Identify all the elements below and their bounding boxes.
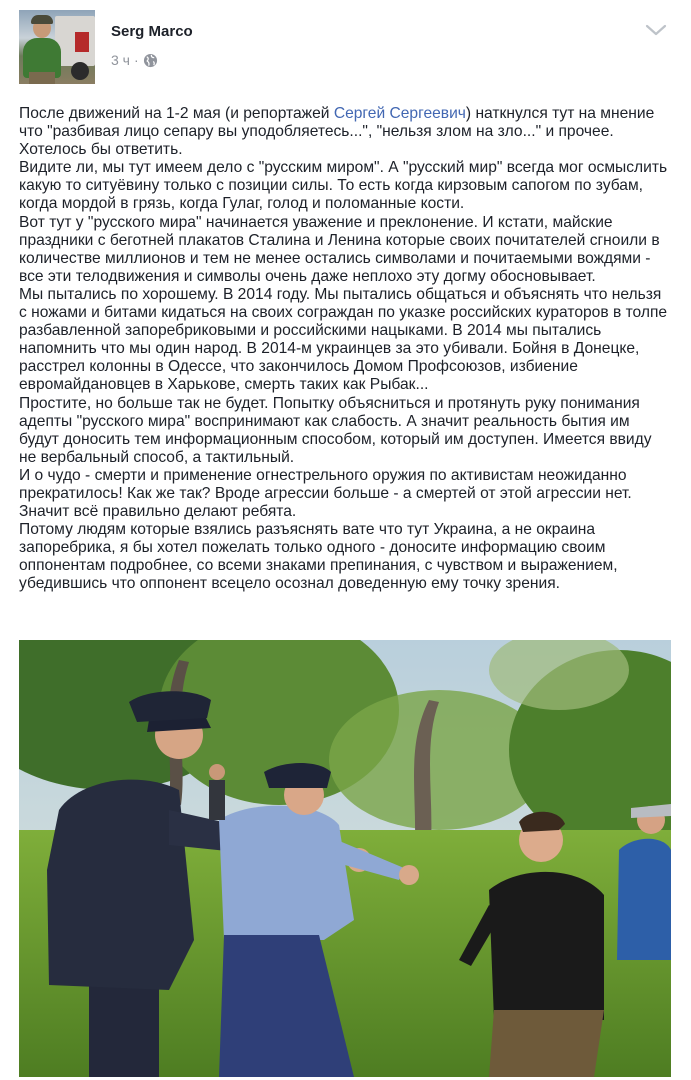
post-paragraph: Потому людям которые взялись разъяснять вате что тут Украина, а не окраина запоребрика, я бы хотел пожелать только одного - доносите информацию своим оппонентам подробнее, со всеми знаками препинания, с чувством и выражением, убедившись что оппонент всецело осознал доведенную ему точку зрения.: [19, 521, 618, 593]
post-time[interactable]: 3 ч: [111, 52, 130, 68]
post-paragraph: Видите ли, мы тут имеем дело с "русским миром". А "русский мир" всегда мог осмыслить какую то ситуёвину только с позиции силы. То есть когда кирзовым сапогом по зубам, когда мордой в грязь, когда Гулаг, голод и поломанные кости.: [19, 159, 668, 213]
post-header: [19, 10, 673, 85]
mention-link[interactable]: Сергей Сергеевич: [333, 105, 466, 122]
avatar[interactable]: [19, 10, 95, 84]
author-name[interactable]: Serg Marco: [111, 23, 193, 40]
post-paragraph: После движений на 1-2 мая (и репортажей Сергей Сергеевич) наткнулся тут на мнение что "разбивая лицо сепару вы уподобляетесь...", "нельзя злом на зло..." и прочее. Хотелось бы ответить.: [19, 105, 655, 159]
post-meta: [111, 52, 158, 68]
post-paragraph: Вот тут у "русского мира" начинается уважение и преклонение. И кстати, майские праздники с беготней плакатов Сталина и Ленина которые своих почитателей сгноили в количестве миллионов и тем не менее остались символами и почитаемыми вождями - все эти телодвижения и символы очень даже неплохо эту догму обосновывает.: [19, 213, 660, 285]
post-photo[interactable]: [19, 640, 671, 1077]
post-paragraph: Мы пытались по хорошему. В 2014 году. Мы пытались общаться и объяснять что нельзя с ножами и битами кидаться на своих сограждан по указке российских кураторов в толпе разбавленной запоребриковыми и российскими нацыками. В 2014 мы пытались напомнить что мы один народ. В 2014-м украинцев за это убивали. Бойня в Донецке, расстрел колонны в Одессе, что закончилось Домом Профсоюзов, избиение евромайдановцев в Харькове, смерть таких как Рыбак...: [19, 285, 668, 394]
globe-icon[interactable]: [143, 53, 158, 68]
meta-separator: ·: [133, 52, 139, 68]
photo-illustration: [19, 640, 671, 1077]
post-paragraph: Простите, но больше так не будет. Попытку объясниться и протянуть руку понимания адепты "русского мира" воспринимают как слабость. А значит реальность бытия им будут доносить тем информационным способом, который им доступен. Имеется ввиду не вербальный способ, а тактильный.: [19, 394, 652, 466]
post-text: [19, 105, 671, 594]
chevron-down-icon[interactable]: [645, 22, 667, 38]
post-paragraph: И о чудо - смерти и применение огнестрельного оружия по активистам неожиданно прекратилось! Как же так? Вроде агрессии больше - а смертей от этой агрессии нет. Значит всё правильно делают ребята.: [19, 466, 632, 521]
